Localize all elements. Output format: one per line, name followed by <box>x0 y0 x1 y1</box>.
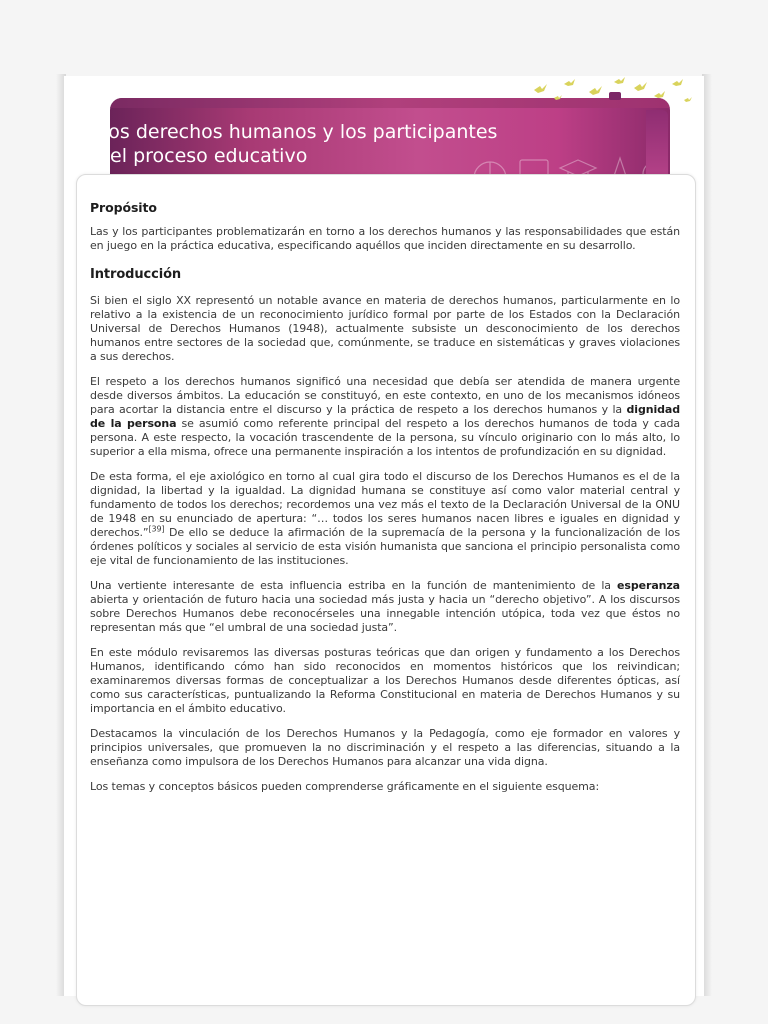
title-line-1: Los derechos humanos y los participantes <box>98 121 498 143</box>
intro-paragraph-4 <box>90 579 680 635</box>
proposito-heading: Propósito <box>90 200 157 215</box>
intro-p3-text-a: De esta forma, el eje axiológico en torno al cual gira todo el discurso de los Derechos Humanos es el de la dignidad, la libertad y la igualdad. La dignidad humana se constituye así como valor material central y fundamento de todos los derechos; recordemos una vez más el texto de la Declaración Universal de la ONU de 1948 en su enunciado de apertura: “… todos los seres humanos nacen libres e iguales en dignidad y derechos.” <box>90 470 680 539</box>
intro-paragraph-6: Destacamos la vinculación de los Derechos Humanos y la Pedagogía, como eje formador en valores y principios universales, que promueven la no discriminación y el respeto a las diferencias, situando a la enseñanza como impulsora de los Derechos Humanos para alcanzar una vida digna. <box>90 727 680 768</box>
intro-paragraph-3 <box>90 470 680 568</box>
intro-paragraph-5: En este módulo revisaremos las diversas posturas teóricas que dan origen y fundamento a los Derechos Humanos, identificando cómo han sido reconocidos en momentos históricos que los reivindican; examinaremos diversas formas de conceptualizar a los Derechos Humanos desde diferentes ópticas, así como sus características, puntualizando la Reforma Constitucional en materia de Derechos Humanos y su importancia en el ámbito educativo. <box>90 646 680 715</box>
birds-icon <box>494 76 694 106</box>
footnote-ref[interactable]: [39] <box>148 524 165 534</box>
banner-tab <box>646 110 668 184</box>
intro-p2-text-a: El respeto a los derechos humanos significó una necesidad que debía ser atendida de manera urgente desde diversos ámbitos. La educación se constituyó, en este contexto, en uno de los mecanismos idóneos para acortar la distancia entre el discurso y la práctica de respeto a los derechos humanos y la <box>90 375 680 416</box>
intro-p4-bold: esperanza <box>617 579 680 592</box>
document-body <box>90 200 680 805</box>
intro-paragraph-7: Los temas y conceptos básicos pueden comprenderse gráficamente en el siguiente esquema: <box>90 780 600 793</box>
intro-paragraph-1: Si bien el siglo XX representó un notable avance en materia de derechos humanos, particularmente en lo relativo a la existencia de un reconocimiento jurídico formal por parte de los Estados con la Declaración Universal de Derechos Humanos (1948), actualmente subsiste un desconocimiento de los derechos humanos entre sectores de la sociedad que, comúnmente, se traduce en sistemáticas y graves violaciones a sus derechos. <box>90 294 680 363</box>
title-line-2: del proceso educativo <box>98 145 308 167</box>
proposito-paragraph: Las y los participantes problematizarán en torno a los derechos humanos y las responsabilidades que están en juego en la práctica educativa, especificando aquéllos que inciden directamente en su desarrollo. <box>90 225 680 252</box>
page-title <box>98 120 568 168</box>
intro-p4-text-b: abierta y orientación de futuro hacia una sociedad más justa y hacia un “derecho objetivo”. A los discursos sobre Derechos Humanos debe reconocérseles una innegable intención utópica, toda vez que éstos no representan más que “el umbral de una sociedad justa”. <box>90 593 680 634</box>
introduccion-heading: Introducción <box>90 267 182 282</box>
intro-p2-bold: dignidad de la persona <box>90 403 680 430</box>
intro-p4-text-a: Una vertiente interesante de esta influencia estriba en la función de mantenimiento de la <box>90 579 618 592</box>
intro-p2-text-b: se asumió como referente principal del respeto a los derechos humanos de toda y cada persona. A este respecto, la vocación trascendente de la persona, su vínculo originario con lo más alto, lo superior a ella misma, ofrece una permanente inspiración a los intentos de profundización en su dignidad. <box>90 417 680 458</box>
intro-paragraph-2 <box>90 375 680 459</box>
intro-p3-text-b: De ello se deduce la afirmación de la supremacía de la persona y la funcionalización de los órdenes políticos y sociales al servicio de esta visión humanista que sanciona el principio personalista como eje vital de funcionamiento de las instituciones. <box>90 526 680 567</box>
